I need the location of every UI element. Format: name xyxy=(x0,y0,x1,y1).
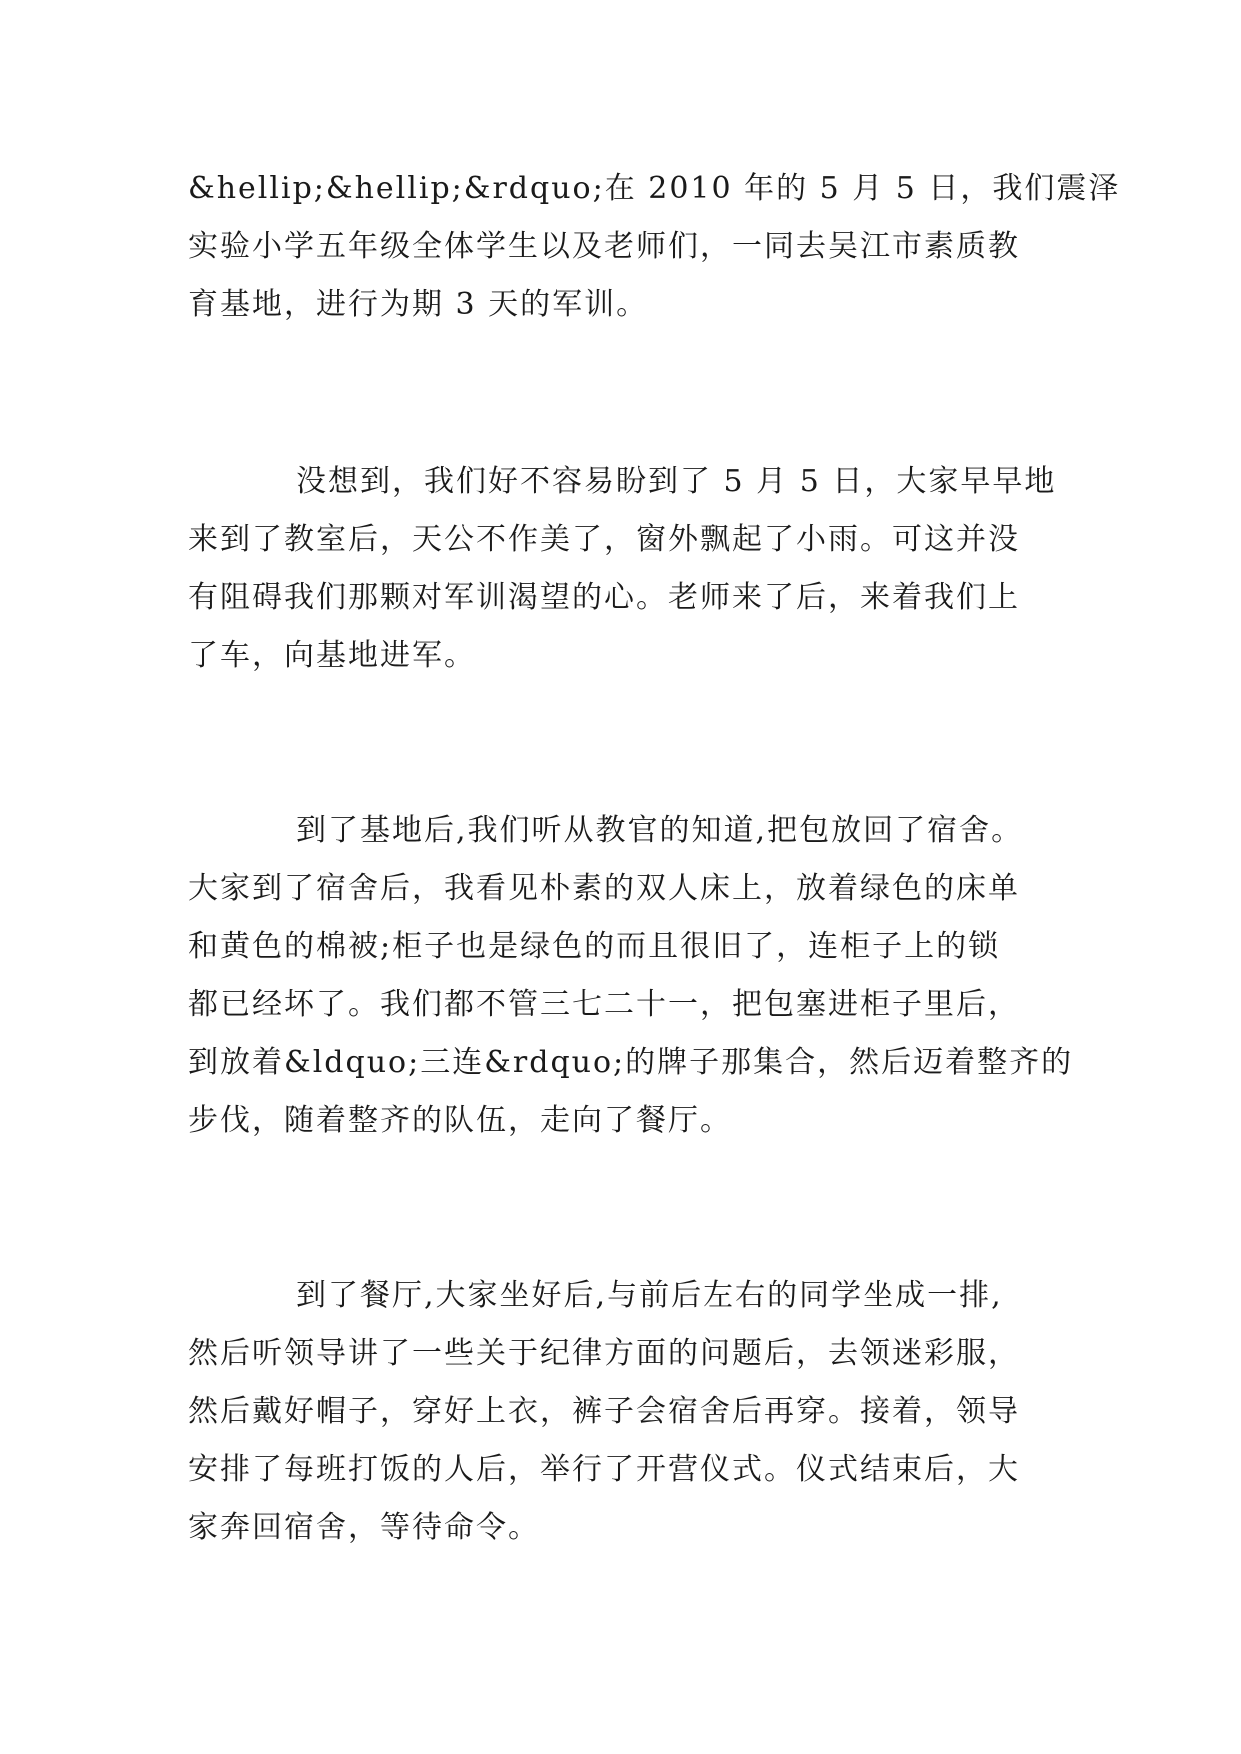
paragraph-line-text: 没想到，我们好不容易盼到了 5 月 5 日，大家早早地 xyxy=(296,464,1057,499)
paragraph-line: 育基地，进行为期 3 天的军训。 xyxy=(188,287,649,322)
paragraph-1 xyxy=(188,160,1121,334)
paragraph-2 xyxy=(188,453,1056,685)
paragraph-3 xyxy=(188,802,1074,1150)
paragraph-line: &hellip;&hellip;&rdquo;在 2010 年的 5 月 5 日，我们震泽 xyxy=(188,171,1121,206)
paragraph-first-line xyxy=(188,1267,1056,1325)
paragraph-line: 实验小学五年级全体学生以及老师们，一同去吴江市素质教 xyxy=(188,229,1020,264)
paragraph-line: 了车，向基地进军。 xyxy=(188,638,476,673)
paragraph-line: 家奔回宿舍，等待命令。 xyxy=(188,1510,540,1545)
paragraph-line-text: 到了餐厅,大家坐好后,与前后左右的同学坐成一排, xyxy=(296,1278,1003,1313)
paragraph-line: 到放着&ldquo;三连&rdquo;的牌子那集合，然后迈着整齐的 xyxy=(188,1045,1074,1080)
paragraph-line: 然后戴好帽子，穿好上衣，裤子会宿舍后再穿。接着，领导 xyxy=(188,1394,1020,1429)
paragraph-line-text: 到了基地后,我们听从教官的知道,把包放回了宿舍。 xyxy=(296,813,1024,848)
paragraph-line: 步伐，随着整齐的队伍，走向了餐厅。 xyxy=(188,1103,732,1138)
paragraph-first-line xyxy=(188,802,1056,860)
paragraph-line: 大家到了宿舍后，我看见朴素的双人床上，放着绿色的床单 xyxy=(188,871,1020,906)
paragraph-4 xyxy=(188,1267,1056,1557)
paragraph-line: 来到了教室后，天公不作美了，窗外飘起了小雨。可这并没 xyxy=(188,522,1020,557)
paragraph-first-line xyxy=(188,453,1056,511)
paragraph-line: 都已经坏了。我们都不管三七二十一，把包塞进柜子里后， xyxy=(188,987,1020,1022)
paragraph-line: 然后听领导讲了一些关于纪律方面的问题后，去领迷彩服， xyxy=(188,1336,1020,1371)
paragraph-line: 有阻碍我们那颗对军训渴望的心。老师来了后，来着我们上 xyxy=(188,580,1020,615)
paragraph-line: 安排了每班打饭的人后，举行了开营仪式。仪式结束后，大 xyxy=(188,1452,1020,1487)
paragraph-line: 和黄色的棉被;柜子也是绿色的而且很旧了，连柜子上的锁 xyxy=(188,929,1001,964)
